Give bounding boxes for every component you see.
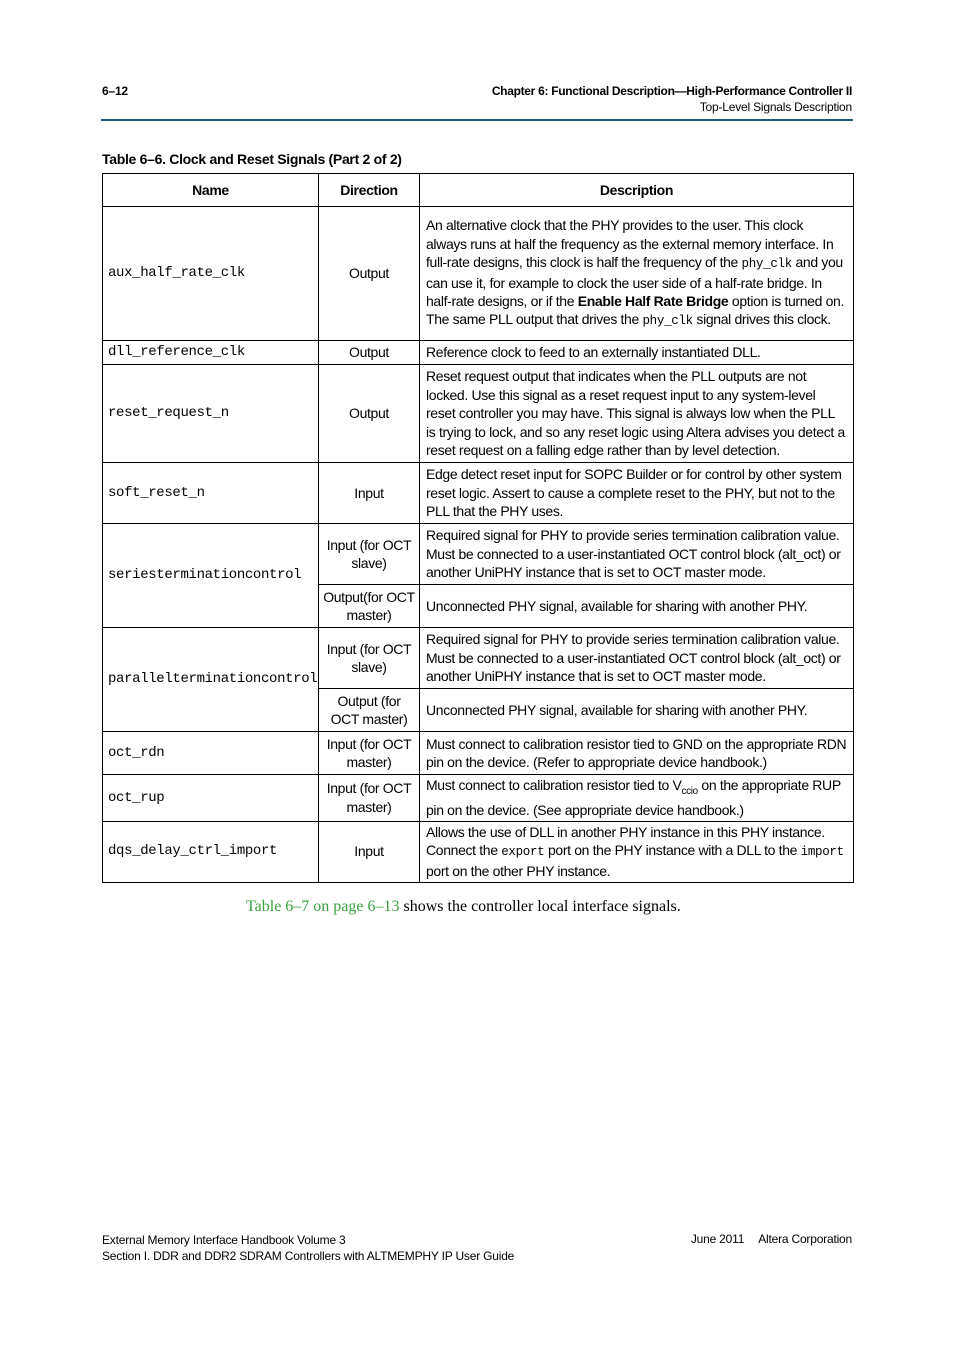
signal-direction: Output	[319, 365, 420, 463]
signal-name: oct_rup	[103, 775, 319, 822]
table-caption: Table 6–6. Clock and Reset Signals (Part 2 of 2)	[102, 151, 402, 167]
signal-description: Reference clock to feed to an externally instantiated DLL.	[420, 341, 854, 365]
signal-description: An alternative clock that the PHY provides to the user. This clock always runs at half the frequency as the external memory interface. In full-rate designs, this clock is half the frequency of the phy_clk and you can use it, for example to clock the user side of a half-rate bridge. In half-rate designs, or if the Enable Half Rate Bridge option is turned on. The same PLL output that drives the phy_clk signal drives this clock.	[420, 207, 854, 341]
table-row	[103, 341, 854, 365]
signal-direction: Input (for OCT master)	[319, 732, 420, 775]
footer-section-title: Section I. DDR and DDR2 SDRAM Controllers with ALTMEMPHY IP User Guide	[102, 1249, 515, 1263]
table-6-7-link[interactable]: Table 6–7 on page 6–13	[246, 898, 400, 915]
signal-direction: Output (for OCT master)	[319, 689, 420, 732]
signal-description: Required signal for PHY to provide series termination calibration value. Must be connected to a user-instantiated OCT control block (alt_oct) or another UniPHY instance that is set to OCT master mode.	[420, 628, 854, 689]
code-export: export	[501, 845, 545, 860]
signal-direction: Input	[319, 463, 420, 524]
signal-name: aux_half_rate_clk	[103, 207, 319, 341]
signal-description: Unconnected PHY signal, available for sharing with another PHY.	[420, 689, 854, 732]
signal-name: seriesterminationcontrol	[103, 524, 319, 628]
signal-direction: Input (for OCT slave)	[319, 524, 420, 585]
table-row	[103, 775, 854, 822]
page-number: 6–12	[102, 84, 128, 98]
signal-description: Must connect to calibration resistor tied to GND on the appropriate RDN pin on the device. (Refer to appropriate device handbook.)	[420, 732, 854, 775]
option-name: Enable Half Rate Bridge	[577, 292, 729, 309]
signals-table	[102, 173, 854, 883]
signal-direction: Output(for OCT master)	[319, 585, 420, 628]
footer-left	[102, 1232, 514, 1264]
code-phy-clk: phy_clk	[642, 314, 693, 329]
signal-description: Reset request output that indicates when the PLL outputs are not locked. Use this signal as a reset request input to any system-level reset controller you may have. This signal is always low when the PLL is trying to lock, and so any reset logic using Altera advises you detect a reset request on a falling edge rather than by level detection.	[420, 365, 854, 463]
subscript-ccio: ccio	[681, 785, 698, 797]
signal-description: Must connect to calibration resistor tied to $V_{ccio}$ on the appropriate RUP pin on the device. (See appropriate device handbook.)	[420, 775, 854, 822]
signal-description: Allows the use of DLL in another PHY instance in this PHY instance. Connect the export port on the PHY instance with a DLL to the import port on the other PHY instance.	[420, 821, 854, 882]
code-phy-clk: phy_clk	[741, 257, 792, 272]
signal-direction: Input	[319, 821, 420, 882]
footer-handbook-title: External Memory Interface Handbook Volume 3	[102, 1233, 346, 1247]
signal-name: soft_reset_n	[103, 463, 319, 524]
table-row	[103, 732, 854, 775]
table-row	[103, 463, 854, 524]
column-header-name: Name	[103, 174, 319, 207]
table-row	[103, 207, 854, 341]
signal-name: dqs_delay_ctrl_import	[103, 821, 319, 882]
table-header-row	[103, 174, 854, 207]
signal-direction: Output	[319, 341, 420, 365]
table-row	[103, 821, 854, 882]
signal-direction: Input (for OCT slave)	[319, 628, 420, 689]
section-title: Top-Level Signals Description	[699, 100, 852, 114]
signal-direction: Input (for OCT master)	[319, 775, 420, 822]
signal-direction: Output	[319, 207, 420, 341]
signal-description: Unconnected PHY signal, available for sharing with another PHY.	[420, 585, 854, 628]
code-import: import	[800, 845, 844, 860]
footer-right	[691, 1232, 852, 1246]
signal-description: Required signal for PHY to provide series termination calibration value. Must be connected to a user-instantiated OCT control block (alt_oct) or another UniPHY instance that is set to OCT master mode.	[420, 524, 854, 585]
table-row	[103, 365, 854, 463]
signal-name: parallelterminationcontrol	[103, 628, 319, 732]
table-row	[103, 524, 854, 585]
table-row	[103, 628, 854, 689]
footer-company: Altera Corporation	[758, 1232, 852, 1246]
column-header-description: Description	[420, 174, 854, 207]
signal-description: Edge detect reset input for SOPC Builder or for control by other system reset logic. Assert to cause a complete reset to the PHY, but not to the PLL that the PHY uses.	[420, 463, 854, 524]
chapter-title: Chapter 6: Functional Description—High-Performance Controller II	[491, 84, 852, 98]
signal-name: dll_reference_clk	[103, 341, 319, 365]
cross-reference-paragraph: Table 6–7 on page 6–13 shows the controller local interface signals.	[246, 898, 681, 915]
header-rule	[101, 119, 853, 121]
footer-date: June 2011	[690, 1232, 745, 1246]
signal-name: reset_request_n	[103, 365, 319, 463]
signal-name: oct_rdn	[103, 732, 319, 775]
column-header-direction: Direction	[319, 174, 420, 207]
